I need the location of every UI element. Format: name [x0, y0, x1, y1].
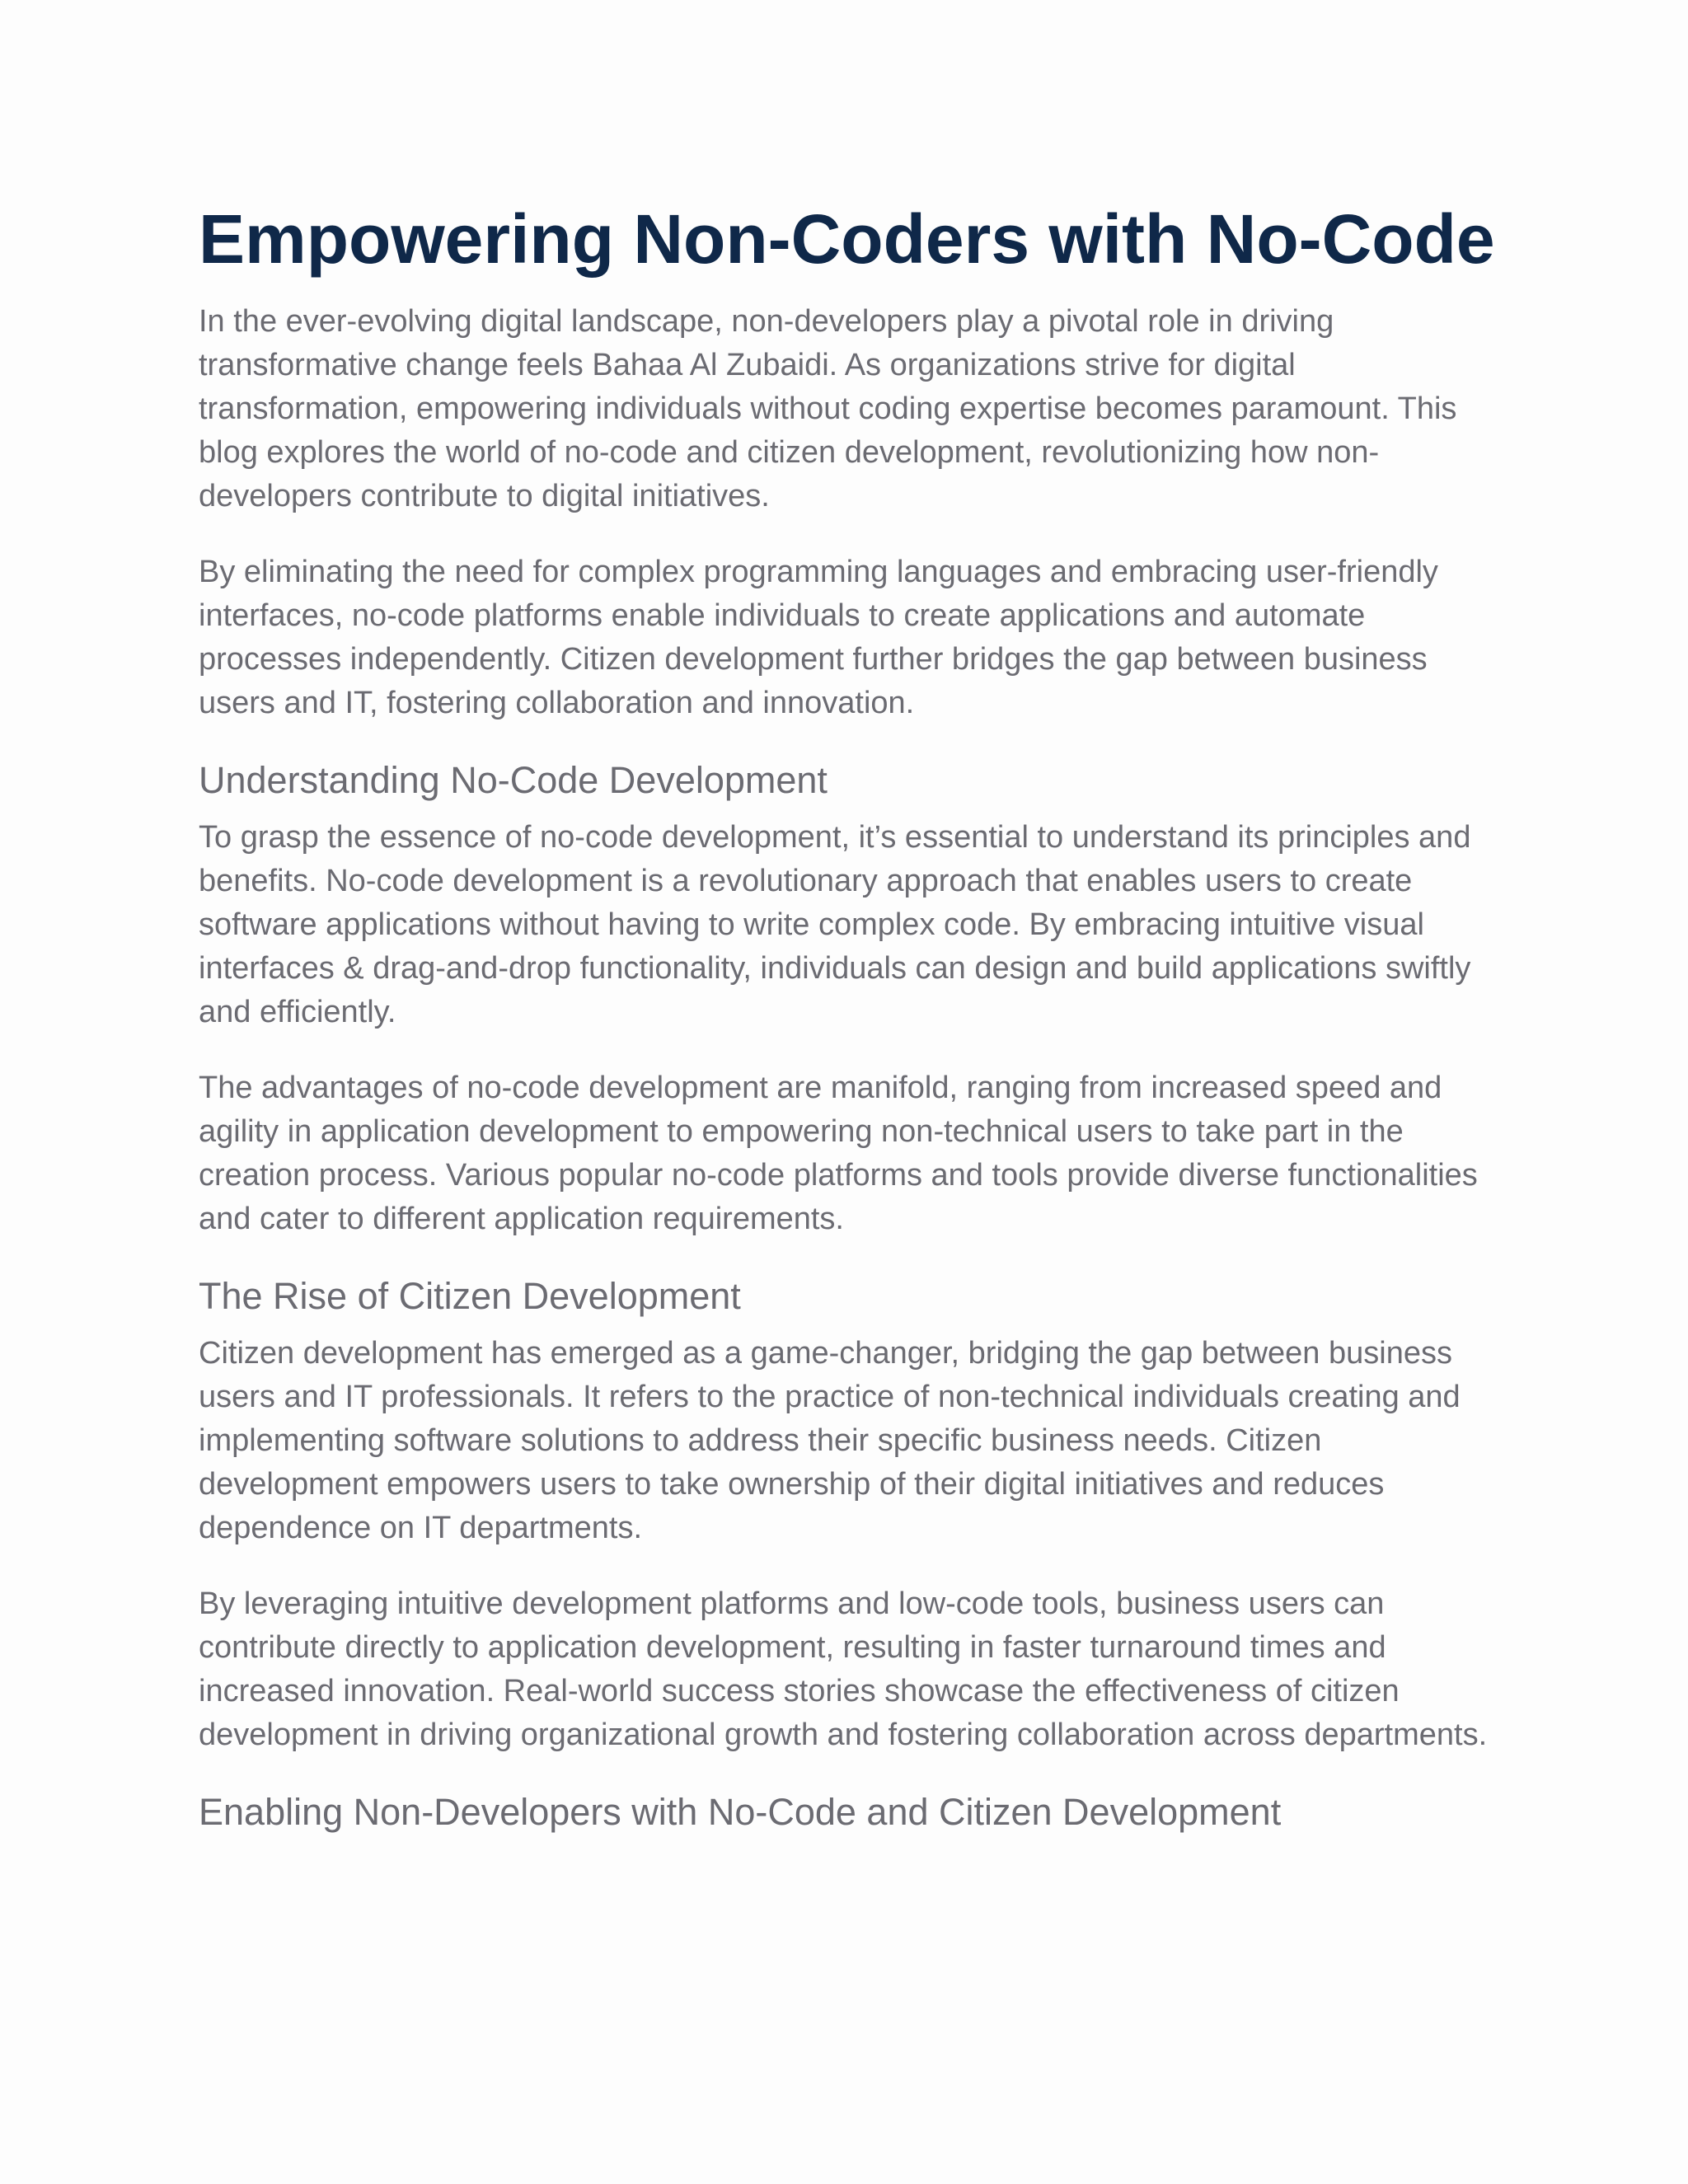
intro-paragraph: In the ever-evolving digital landscape, non-developers play a pivotal role in driving transformative change feels Bahaa Al Zubaidi. As organizations strive for digital transformation, empowering individuals without coding expertise becomes paramount. This blog explores the world of no-code and citizen development, revolutionizing how non-developers contribute to digital initiatives.	[199, 304, 1457, 513]
section-paragraph: The advantages of no-code development are manifold, ranging from increased speed and agility in application development to empowering non-technical users to take part in the creation process. Various popular no-code platforms and tools provide diverse functionalities and cater to different application requirements.	[199, 1071, 1478, 1236]
section-heading-rise-of-citizen-development: The Rise of Citizen Development	[199, 1275, 741, 1317]
section-heading-understanding-no-code: Understanding No-Code Development	[199, 759, 828, 801]
section-paragraph: By leveraging intuitive development platforms and low-code tools, business users can contribute directly to application development, resulting in faster turnaround times and increased innovation. Real-world success stories showcase the effectiveness of citizen development in driving organizational growth and fostering collaboration across departments.	[199, 1586, 1488, 1752]
document-content	[199, 196, 1493, 1848]
section-heading-enabling-non-developers: Enabling Non-Developers with No-Code and Citizen Development	[199, 1791, 1282, 1833]
section-paragraph: To grasp the essence of no-code development, it’s essential to understand its principles and benefits. No-code development is a revolutionary approach that enables users to create software applications without having to write complex code. By embracing intuitive visual interfaces & drag-and-drop functionality, individuals can design and build applications swiftly and efficiently.	[199, 820, 1471, 1029]
section-paragraph: Citizen development has emerged as a game-changer, bridging the gap between business users and IT professionals. It refers to the practice of non-technical individuals creating and implementing software solutions to address their specific business needs. Citizen development empowers users to take ownership of their digital initiatives and reduces dependence on IT departments.	[199, 1336, 1461, 1545]
intro-paragraph: By eliminating the need for complex programming languages and embracing user-friendly interfaces, no-code platforms enable individuals to create applications and automate processes independently. Citizen development further bridges the gap between business users and IT, fostering collaboration and innovation.	[199, 555, 1438, 720]
document-title: Empowering Non-Coders with No-Code	[199, 200, 1495, 278]
